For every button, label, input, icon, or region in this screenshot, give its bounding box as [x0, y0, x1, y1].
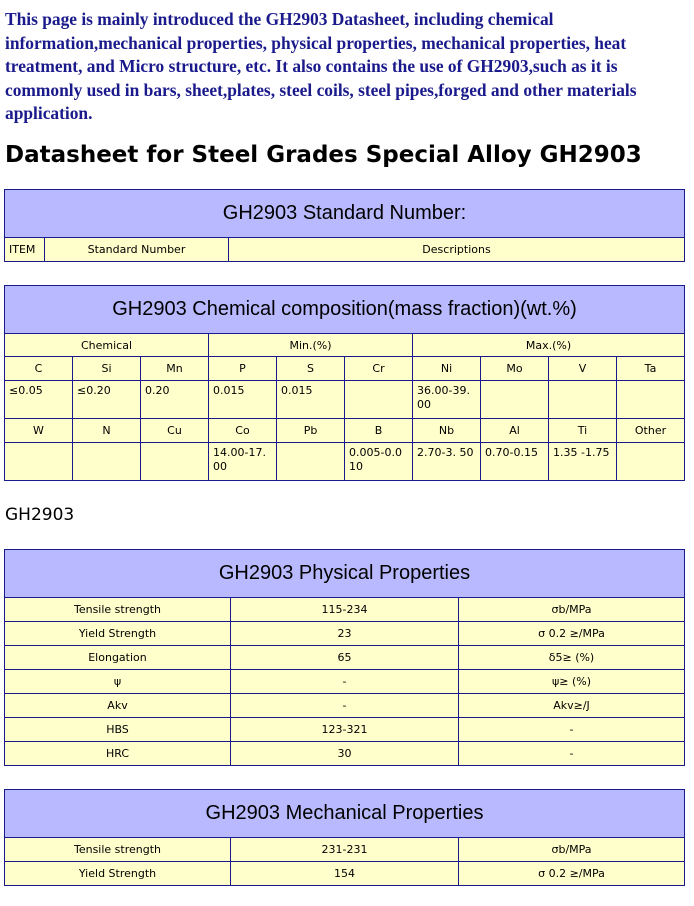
page-title: Datasheet for Steel Grades Special Alloy GH2903: [5, 142, 642, 168]
intro-paragraph: This page is mainly introduced the GH2903 Datasheet, including chemical information,mechanical properties, physical properties, mechanical properties, heat treatment, and Micro structure, etc. It also contains the use of GH2903,such as it is commonly used in bars, sheet,plates, steel coils, steel pipes,forged and other materials application.: [5, 9, 637, 123]
element-row-1: [5, 357, 685, 381]
table-row: [5, 598, 685, 622]
element-label: Mo: [481, 357, 549, 381]
element-label: B: [345, 419, 413, 443]
element-value: 0.015: [277, 381, 345, 419]
chemical-caption: GH2903 Chemical composition(mass fraction)(wt.%): [5, 286, 685, 334]
element-label: Al: [481, 419, 549, 443]
group-header-max: Max.(%): [413, 334, 685, 357]
element-label: W: [5, 419, 73, 443]
element-label: Ni: [413, 357, 481, 381]
property-name: Elongation: [5, 646, 231, 670]
element-row-2: [5, 419, 685, 443]
property-unit: σb/MPa: [459, 838, 685, 862]
element-value: ≤0.20: [73, 381, 141, 419]
element-value: 0.20: [141, 381, 209, 419]
physical-properties-table: [4, 549, 685, 766]
property-unit: -: [459, 742, 685, 766]
element-value: [5, 443, 73, 481]
table-row: [5, 718, 685, 742]
property-unit: δ5≥ (%): [459, 646, 685, 670]
element-value: 14.00-17. 00: [209, 443, 277, 481]
element-label: Co: [209, 419, 277, 443]
property-unit: -: [459, 718, 685, 742]
property-name: Akv: [5, 694, 231, 718]
element-value: 0.70-0.15: [481, 443, 549, 481]
property-value: 30: [231, 742, 459, 766]
property-name: Tensile strength: [5, 838, 231, 862]
element-value: [73, 443, 141, 481]
element-value: 0.015: [209, 381, 277, 419]
property-value: -: [231, 694, 459, 718]
property-name: Yield Strength: [5, 622, 231, 646]
element-value: 36.00-39. 00: [413, 381, 481, 419]
mechanical-caption: GH2903 Mechanical Properties: [5, 790, 685, 838]
element-value: [617, 443, 685, 481]
element-value: ≤0.05: [5, 381, 73, 419]
element-label: Other: [617, 419, 685, 443]
col-header-standard-number: Standard Number: [45, 238, 229, 262]
element-label: Ti: [549, 419, 617, 443]
table-row: [5, 646, 685, 670]
property-name: HRC: [5, 742, 231, 766]
element-label: P: [209, 357, 277, 381]
element-value: [617, 381, 685, 419]
property-value: 123-321: [231, 718, 459, 742]
property-value: -: [231, 670, 459, 694]
property-value: 231-231: [231, 838, 459, 862]
element-value: [481, 381, 549, 419]
element-label: N: [73, 419, 141, 443]
property-value: 65: [231, 646, 459, 670]
chemical-composition-table: [4, 285, 685, 481]
property-value: 115-234: [231, 598, 459, 622]
element-value: 1.35 -1.75: [549, 443, 617, 481]
group-header-chemical: Chemical: [5, 334, 209, 357]
value-row-2: [5, 443, 685, 481]
element-value: 2.70-3. 50: [413, 443, 481, 481]
property-value: 154: [231, 862, 459, 886]
col-header-descriptions: Descriptions: [229, 238, 685, 262]
element-label: Si: [73, 357, 141, 381]
property-value: 23: [231, 622, 459, 646]
standard-caption: GH2903 Standard Number:: [5, 190, 685, 238]
col-header-item: ITEM: [5, 238, 45, 262]
element-value: [141, 443, 209, 481]
table-row: [5, 742, 685, 766]
value-row-1: [5, 381, 685, 419]
group-header-min: Min.(%): [209, 334, 413, 357]
element-label: S: [277, 357, 345, 381]
element-value: [277, 443, 345, 481]
element-label: Cu: [141, 419, 209, 443]
element-label: V: [549, 357, 617, 381]
element-label: Nb: [413, 419, 481, 443]
table-row: [5, 694, 685, 718]
table-row: [5, 622, 685, 646]
physical-caption: GH2903 Physical Properties: [5, 550, 685, 598]
grade-label: GH2903: [5, 505, 75, 525]
element-value: [345, 381, 413, 419]
property-unit: ψ≥ (%): [459, 670, 685, 694]
element-label: C: [5, 357, 73, 381]
table-row: [5, 670, 685, 694]
element-value: 0.005-0.0 10: [345, 443, 413, 481]
element-value: [549, 381, 617, 419]
element-label: Mn: [141, 357, 209, 381]
property-name: Tensile strength: [5, 598, 231, 622]
property-name: ψ: [5, 670, 231, 694]
property-unit: σ 0.2 ≥/MPa: [459, 622, 685, 646]
element-label: Pb: [277, 419, 345, 443]
standard-number-table: [4, 189, 685, 262]
mechanical-properties-table: [4, 789, 685, 886]
property-unit: σ 0.2 ≥/MPa: [459, 862, 685, 886]
element-label: Ta: [617, 357, 685, 381]
property-name: HBS: [5, 718, 231, 742]
property-name: Yield Strength: [5, 862, 231, 886]
element-label: Cr: [345, 357, 413, 381]
table-row: [5, 838, 685, 862]
property-unit: σb/MPa: [459, 598, 685, 622]
table-row: [5, 862, 685, 886]
property-unit: Akv≥/J: [459, 694, 685, 718]
